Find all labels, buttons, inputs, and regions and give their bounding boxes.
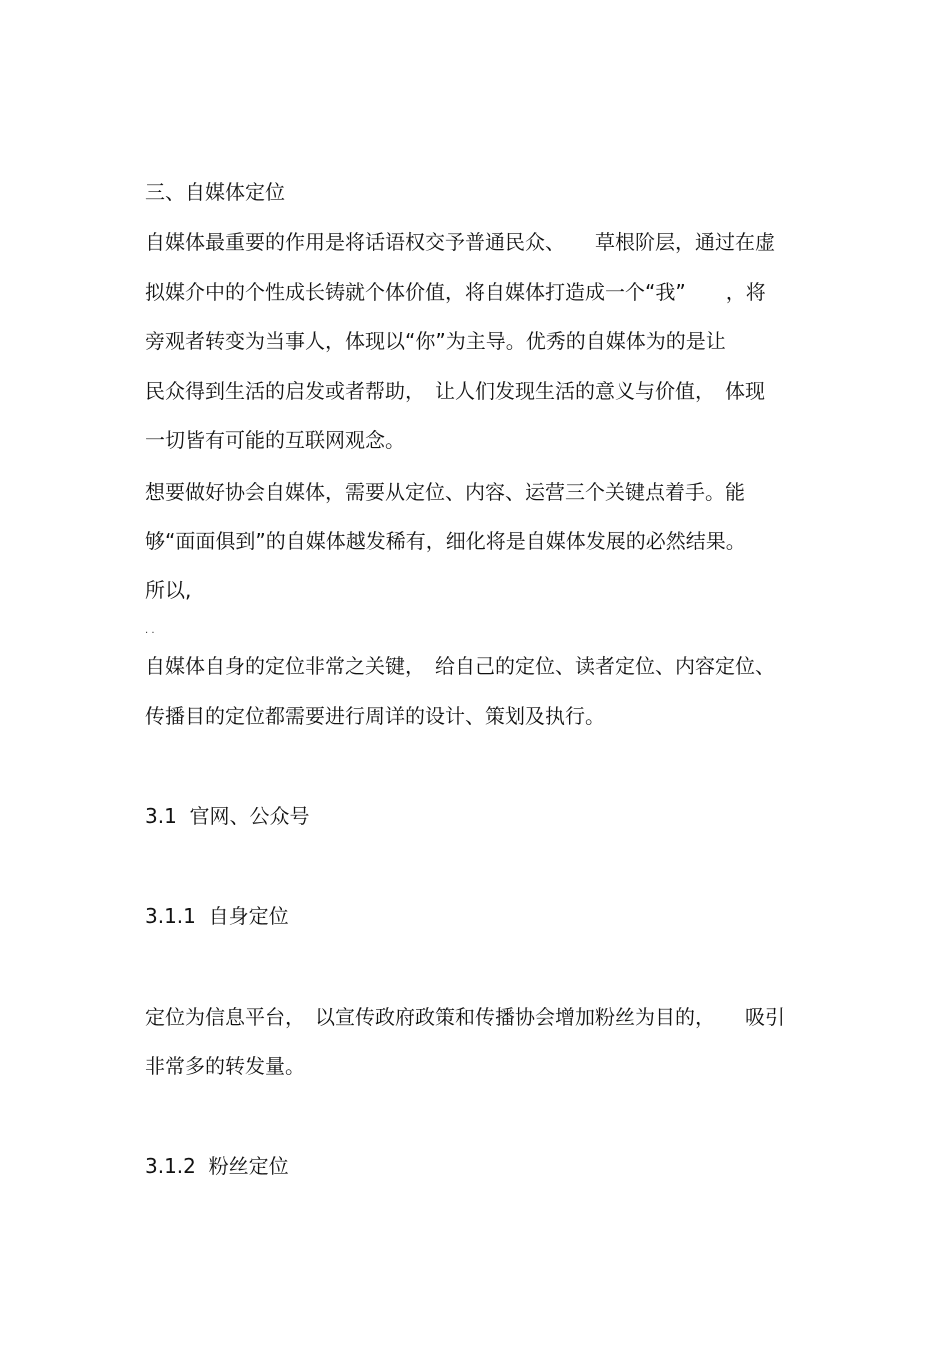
paragraph-4-line-2: 非常多的转发量。 bbox=[145, 1054, 305, 1078]
paragraph-1-line-2: 拟媒介中的个性成长铸就个体价值，将自媒体打造成一个“我” ，将 bbox=[145, 280, 766, 304]
paragraph-1-line-4: 民众得到生活的启发或者帮助， 让人们发现生活的意义与价值， 体现 bbox=[145, 379, 765, 403]
paragraph-1-line-5: 一切皆有可能的互联网观念。 bbox=[145, 428, 405, 452]
subsection-3-1-1-heading: 3.1.1 自身定位 bbox=[145, 904, 289, 928]
subsection-3-1-2-heading: 3.1.2 粉丝定位 bbox=[145, 1154, 289, 1178]
paragraph-3-line-2: 传播目的定位都需要进行周详的设计、策划及执行。 bbox=[145, 704, 605, 728]
paragraph-2-line-2: 够“面面俱到”的自媒体越发稀有，细化将是自媒体发展的必然结果。 bbox=[145, 529, 746, 553]
paragraph-2-line-1: 想要做好协会自媒体，需要从定位、内容、运营三个关键点着手。能 bbox=[145, 480, 745, 504]
paragraph-1-line-1: 自媒体最重要的作用是将话语权交予普通民众、 草根阶层，通过在虚 bbox=[145, 230, 775, 254]
paragraph-2-line-3: 所以, bbox=[145, 578, 192, 602]
section-title: 三、自媒体定位 bbox=[145, 180, 285, 204]
stray-mark: . . bbox=[145, 625, 155, 636]
paragraph-4-line-1: 定位为信息平台， 以宣传政府政策和传播协会增加粉丝为目的， 吸引 bbox=[145, 1005, 785, 1029]
subsection-3-1-heading: 3.1 官网、公众号 bbox=[145, 804, 310, 828]
paragraph-1-line-3: 旁观者转变为当事人，体现以“你”为主导。优秀的自媒体为的是让 bbox=[145, 329, 726, 353]
paragraph-3-line-1: 自媒体自身的定位非常之关键， 给自己的定位、读者定位、内容定位、 bbox=[145, 654, 775, 678]
